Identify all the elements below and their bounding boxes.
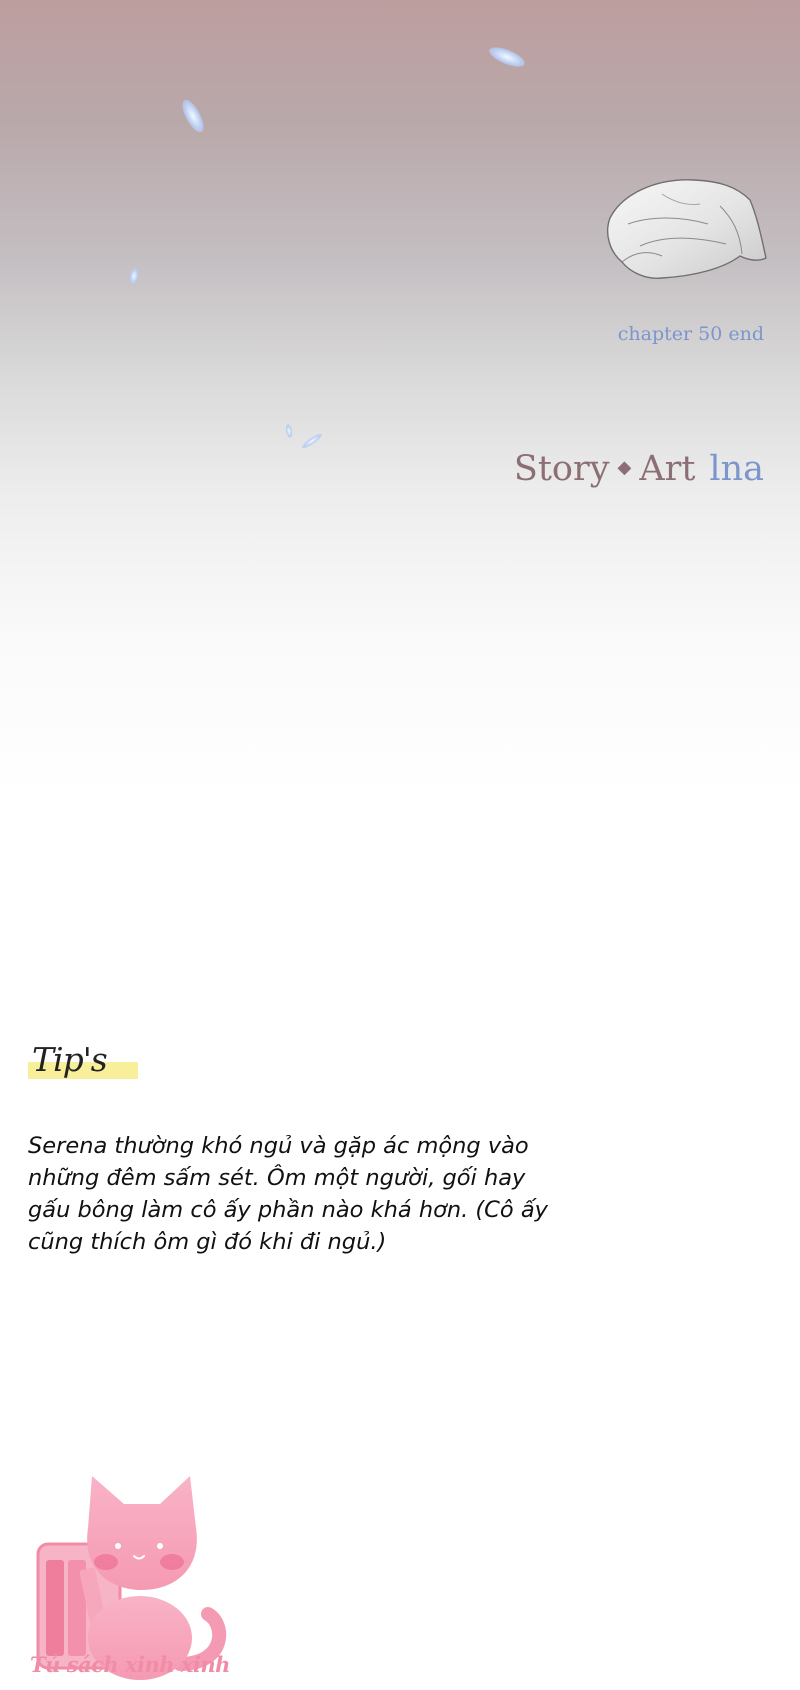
credits-line — [513, 449, 764, 489]
author-name: lna — [709, 449, 764, 489]
story-label: Story — [513, 449, 610, 489]
diamond-separator-icon: ◆ — [617, 456, 632, 478]
chapter-end-label: chapter 50 end — [617, 323, 764, 345]
tips-body-text: Serena thường khó ngủ và gặp ác mộng vào những đêm sấm sét. Ôm một người, gối hay gấu bông làm cô ấy phần nào khá hơn. (Cô ấy cũng thích ôm gì đó khi đi ngủ.) — [28, 1133, 548, 1255]
end-panel-background — [0, 0, 800, 820]
tips-heading — [28, 1040, 138, 1080]
art-label: Art — [639, 449, 696, 489]
pillow-illustration — [600, 172, 770, 290]
watermark-text: Tủ sách xinh xinh — [30, 1652, 230, 1677]
tips-title: Tip's — [32, 1040, 107, 1079]
